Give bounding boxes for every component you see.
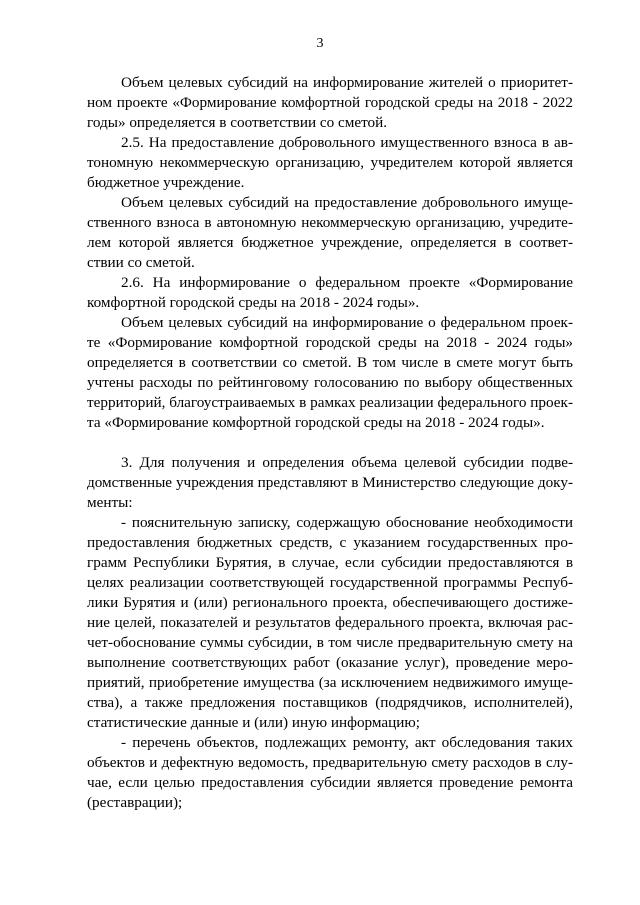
- paragraph-federal-project-subsidy-volume: Объем целевых субсидий на информирование о федеральном проекте «Формирование комфортной городской среды на 2018 - 2024 годы» определяется в соответствии со сметой. В том числе в смете могут быть учтены расходы по рейтинговому голосованию по выбору общественных территорий, благоустраиваемых в рамках реализации федерального проекта «Формирование комфортной городской среды на 2018 - 2024 годы».: [87, 314, 573, 431]
- list-item-repair-objects-list: - перечень объектов, подлежащих ремонту, акт обследования таких объектов и дефектную ведомость, предварительную смету расходов в случае, если целью предоставления субсидии является проведение ремонта (реставрации);: [87, 734, 573, 811]
- paragraph-voluntary-contribution-volume: Объем целевых субсидий на предоставление добровольного имущественного взноса в автономную некоммерческую организацию, учредителем которой является бюджетное учреждение, определяется в соответствии со сметой.: [87, 194, 573, 271]
- paragraph-info-priority-project-subsidy: Объем целевых субсидий на информирование жителей о приоритетном проекте «Формирование комфортной городской среды на 2018 - 2022 годы» определяется в соответствии со сметой.: [87, 74, 573, 131]
- page-number: 3: [316, 36, 324, 51]
- list-item-explanatory-note: - пояснительную записку, содержащую обоснование необходимости предоставления бюджетных средств, с указанием государственных программ Республики Бурятия, в случае, если субсидии предоставляются в целях реализации соответствующей государственной программы Республики Бурятия и (или) регионального проекта, обеспечивающего достижение целей, показателей и результатов федерального проекта, включая расчет-обоснование суммы субсидии, в том числе предварительную смету на выполнение соответствующих работ (оказание услуг), проведение мероприятий, приобретение имущества (за исключением недвижимого имущества), а также предложения поставщиков (подрядчиков, исполнителей), статистические данные и (или) иную информацию;: [87, 514, 573, 731]
- paragraph-2-6-federal-project-info: 2.6. На информирование о федеральном проекте «Формирование комфортной городской среды на 2018 - 2024 годы».: [87, 274, 573, 311]
- paragraph-2-5-voluntary-contribution: 2.5. На предоставление добровольного имущественного взноса в автономную некоммерческую организацию, учредителем которой является бюджетное учреждение.: [87, 134, 573, 191]
- paragraph-3-required-documents: 3. Для получения и определения объема целевой субсидии подведомственные учреждения представляют в Министерство следующие документы:: [87, 454, 573, 511]
- document-body: [87, 73, 573, 813]
